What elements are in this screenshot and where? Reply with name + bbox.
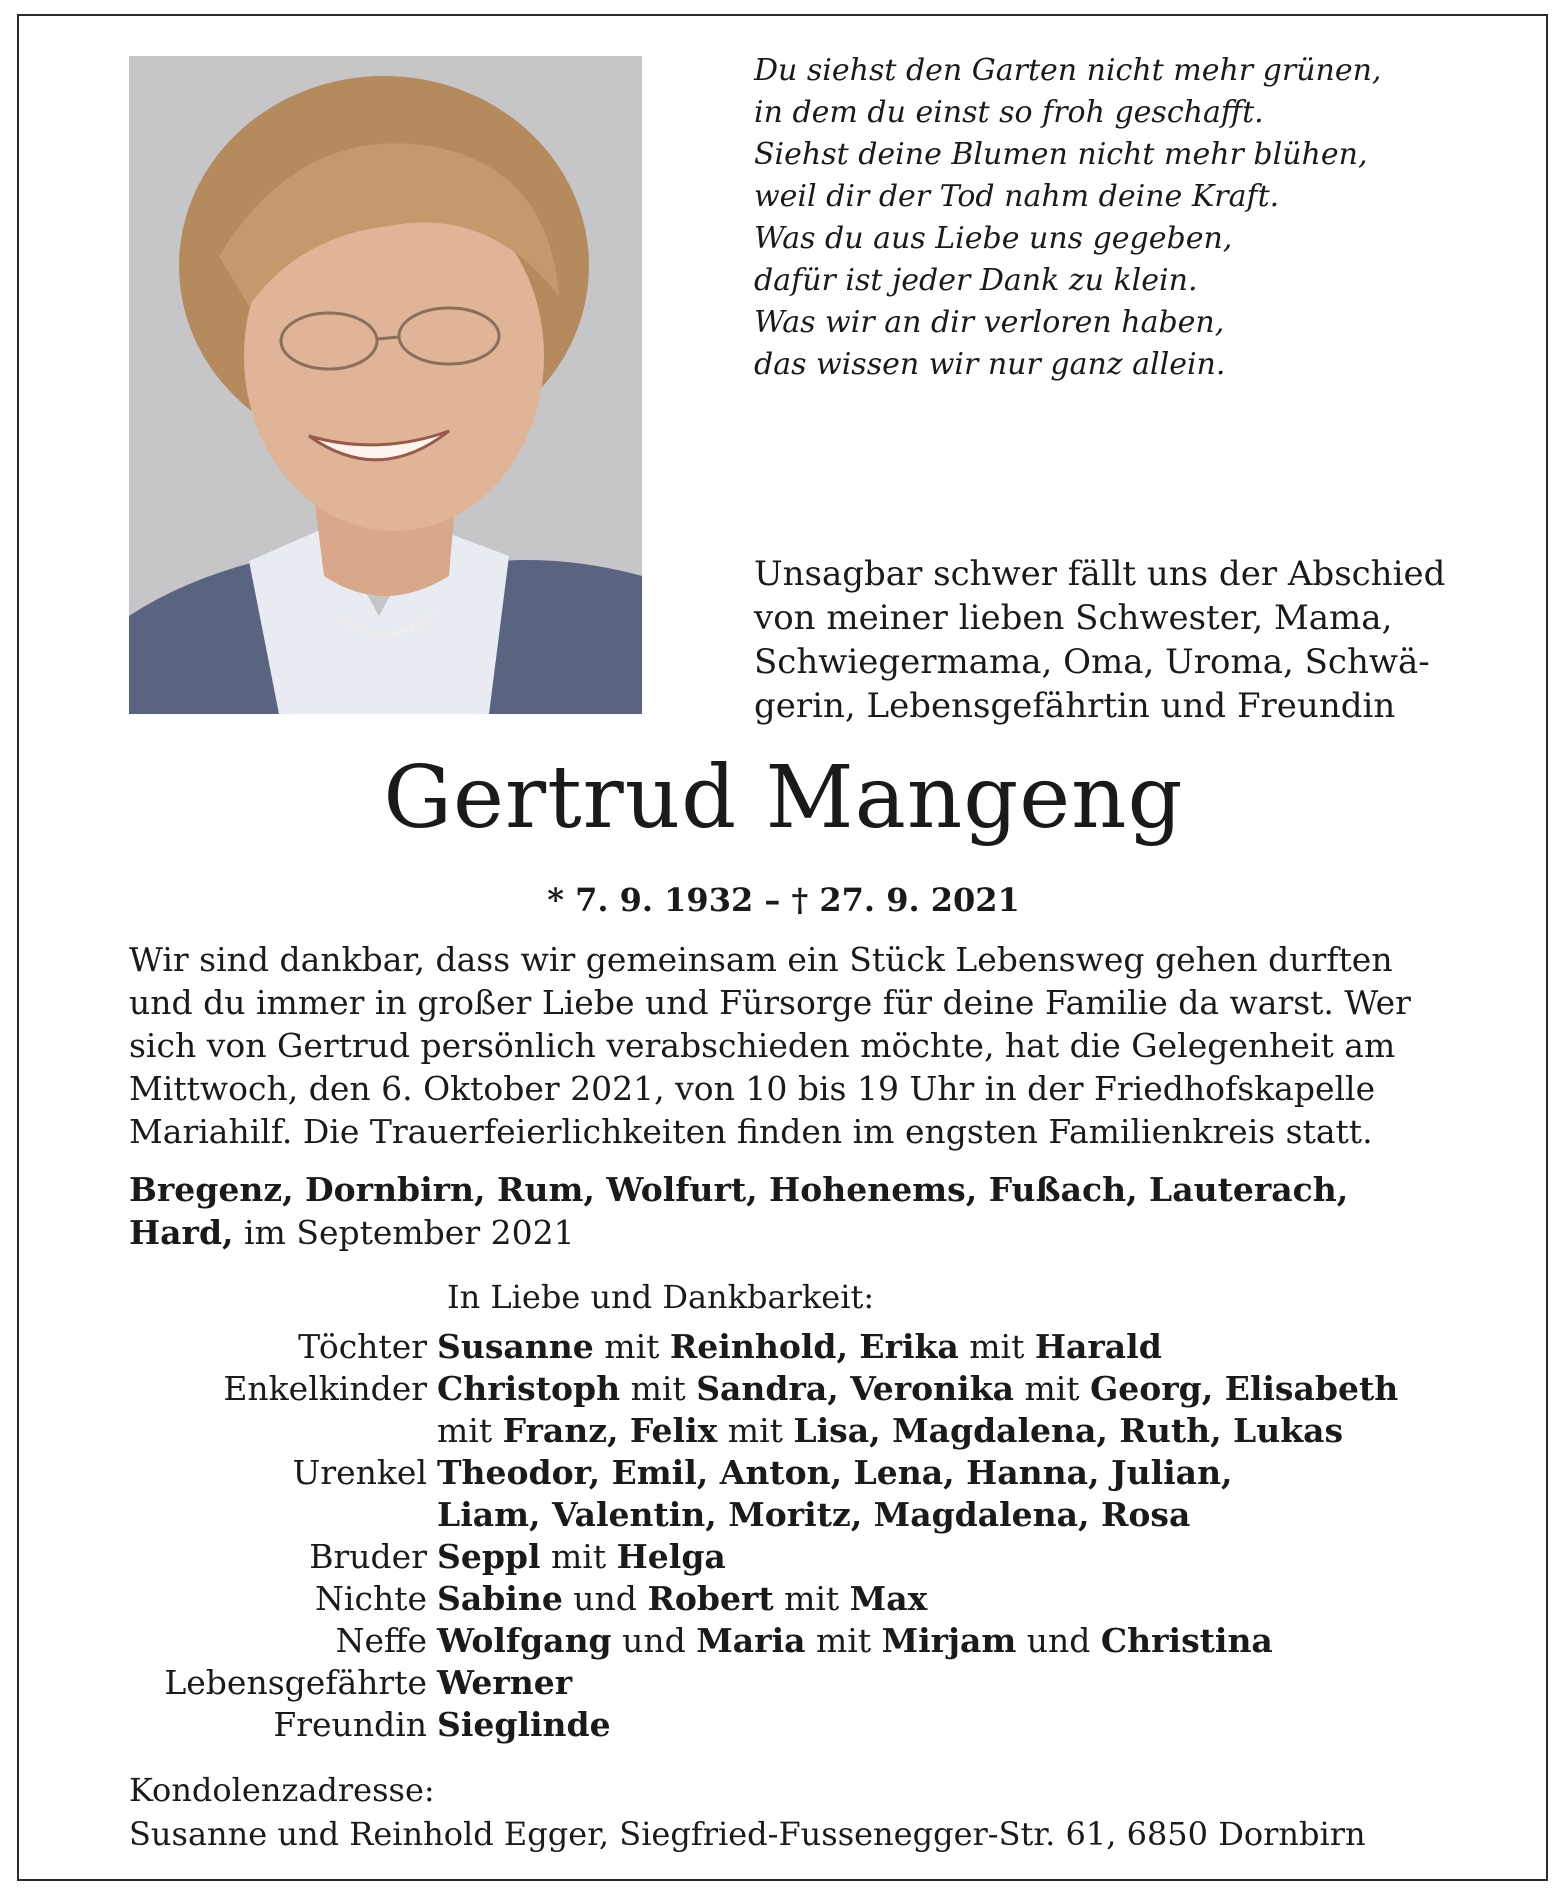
family-member-name: Wolfgang — [437, 1621, 612, 1660]
family-row — [129, 1704, 1459, 1746]
places-line: Bregenz, Dornbirn, Rum, Wolfurt, Hohenems, Fußach, Lauterach, — [129, 1170, 1349, 1209]
intro-line: gerin, Lebensgefährtin und Freundin — [754, 686, 1396, 726]
intro-line: Schwiegermama, Oma, Uroma, Schwä- — [754, 642, 1430, 682]
family-relation — [129, 1410, 437, 1452]
family-row — [129, 1410, 1459, 1452]
family-relation: Bruder — [309, 1537, 427, 1576]
family-names — [437, 1452, 1459, 1494]
family-list — [129, 1326, 1459, 1746]
intro-line: Unsagbar schwer fällt uns der Abschied — [754, 554, 1446, 594]
family-names — [437, 1368, 1459, 1410]
family-connector: und — [611, 1621, 697, 1660]
condolence-address — [129, 1768, 1366, 1856]
family-names — [437, 1410, 1459, 1452]
life-dates: * 7. 9. 1932 – † 27. 9. 2021 — [547, 881, 1020, 919]
family-member-name: Werner — [437, 1663, 573, 1702]
intro-text — [754, 552, 1446, 728]
family-member-name: Helga — [616, 1537, 726, 1576]
family-relation: Freundin — [273, 1705, 427, 1744]
family-connector: und — [562, 1579, 648, 1618]
condolence-label: Kondolenzadresse: — [129, 1771, 435, 1809]
portrait-photo — [129, 56, 642, 714]
places-last: Hard, — [129, 1213, 234, 1252]
poem-line: Was wir an dir verloren haben, — [754, 305, 1225, 340]
family-member-name: Harald — [1034, 1327, 1162, 1366]
family-member-name: Max — [849, 1579, 928, 1618]
body-text — [129, 938, 1439, 1153]
family-member-name: Liam, Valentin, Moritz, Magdalena, Rosa — [437, 1495, 1191, 1534]
family-member-name: Reinhold, Erika — [669, 1327, 959, 1366]
family-row — [129, 1536, 1459, 1578]
family-connector: mit — [620, 1369, 697, 1408]
family-member-name: Georg, Elisabeth — [1090, 1369, 1399, 1408]
family-relation: Töchter — [298, 1327, 427, 1366]
family-row — [129, 1578, 1459, 1620]
family-relation: Urenkel — [292, 1453, 427, 1492]
family-member-name: Theodor, Emil, Anton, Lena, Hanna, Julian, — [437, 1453, 1233, 1492]
family-member-name: Robert — [647, 1579, 774, 1618]
family-names — [437, 1578, 1459, 1620]
family-connector: mit — [1013, 1369, 1091, 1408]
family-row — [129, 1452, 1459, 1494]
family-connector: mit — [717, 1411, 794, 1450]
family-names — [437, 1536, 1459, 1578]
family-member-name: Sabine — [437, 1579, 563, 1618]
family-connector: und — [1016, 1621, 1101, 1660]
family-member-name: Mirjam — [881, 1621, 1017, 1660]
poem-line: Was du aus Liebe uns gegeben, — [754, 221, 1233, 256]
intro-line: von meiner lieben Schwester, Mama, — [754, 598, 1393, 638]
places-date — [129, 1168, 1449, 1254]
family-row — [129, 1620, 1459, 1662]
poem-line: Siehst deine Blumen nicht mehr blühen, — [754, 137, 1368, 172]
family-relation: Nichte — [315, 1579, 427, 1618]
family-connector: mit — [805, 1621, 882, 1660]
family-row — [129, 1368, 1459, 1410]
family-member-name: Sieglinde — [437, 1705, 611, 1744]
poem-line: weil dir der Tod nahm deine Kraft. — [754, 179, 1280, 214]
body-line: und du immer in großer Liebe und Fürsorge für deine Familie da warst. Wer — [129, 983, 1411, 1022]
family-member-name: Susanne — [437, 1327, 594, 1366]
body-line: Mariahilf. Die Trauerfeierlichkeiten finden im engsten Familienkreis statt. — [129, 1112, 1373, 1151]
family-row — [129, 1326, 1459, 1368]
family-connector: mit — [437, 1411, 503, 1450]
family-names — [437, 1494, 1459, 1536]
family-relation: Neffe — [335, 1621, 427, 1660]
body-line: sich von Gertrud persönlich verabschieden möchte, hat die Gelegenheit am — [129, 1026, 1396, 1065]
family-member-name: Franz, Felix — [502, 1411, 718, 1450]
body-line: Mittwoch, den 6. Oktober 2021, von 10 bis 19 Uhr in der Friedhofskapelle — [129, 1069, 1376, 1108]
family-names — [437, 1662, 1459, 1704]
month-year: im September 2021 — [233, 1213, 575, 1252]
thanks-heading: In Liebe und Dankbarkeit: — [447, 1278, 875, 1316]
family-connector: mit — [958, 1327, 1035, 1366]
family-relation — [129, 1494, 437, 1536]
body-line: Wir sind dankbar, dass wir gemeinsam ein Stück Lebensweg gehen durften — [129, 940, 1393, 979]
family-member-name: Christina — [1100, 1621, 1273, 1660]
family-names — [437, 1620, 1459, 1662]
family-member-name: Maria — [696, 1621, 806, 1660]
family-names — [437, 1704, 1459, 1746]
family-connector: mit — [540, 1537, 617, 1576]
family-relation: Enkelkinder — [223, 1369, 427, 1408]
poem — [754, 50, 1454, 386]
family-member-name: Christoph — [437, 1369, 621, 1408]
family-row — [129, 1662, 1459, 1704]
deceased-name: Gertrud Mangeng — [383, 748, 1184, 848]
condolence-address-line: Susanne und Reinhold Egger, Siegfried-Fussenegger-Str. 61, 6850 Dornbirn — [129, 1815, 1366, 1853]
family-names — [437, 1326, 1459, 1368]
family-member-name: Sandra, Veronika — [696, 1369, 1014, 1408]
family-row — [129, 1494, 1459, 1536]
family-relation: Lebensgefährte — [164, 1663, 427, 1702]
poem-line: Du siehst den Garten nicht mehr grünen, — [754, 53, 1382, 88]
family-connector: mit — [773, 1579, 850, 1618]
family-connector: mit — [593, 1327, 670, 1366]
poem-line: dafür ist jeder Dank zu klein. — [754, 263, 1198, 298]
family-member-name: Lisa, Magdalena, Ruth, Lukas — [793, 1411, 1344, 1450]
family-member-name: Seppl — [437, 1537, 541, 1576]
poem-line: das wissen wir nur ganz allein. — [754, 347, 1226, 382]
poem-line: in dem du einst so froh geschafft. — [754, 95, 1264, 130]
places-date-line — [129, 1211, 1449, 1254]
